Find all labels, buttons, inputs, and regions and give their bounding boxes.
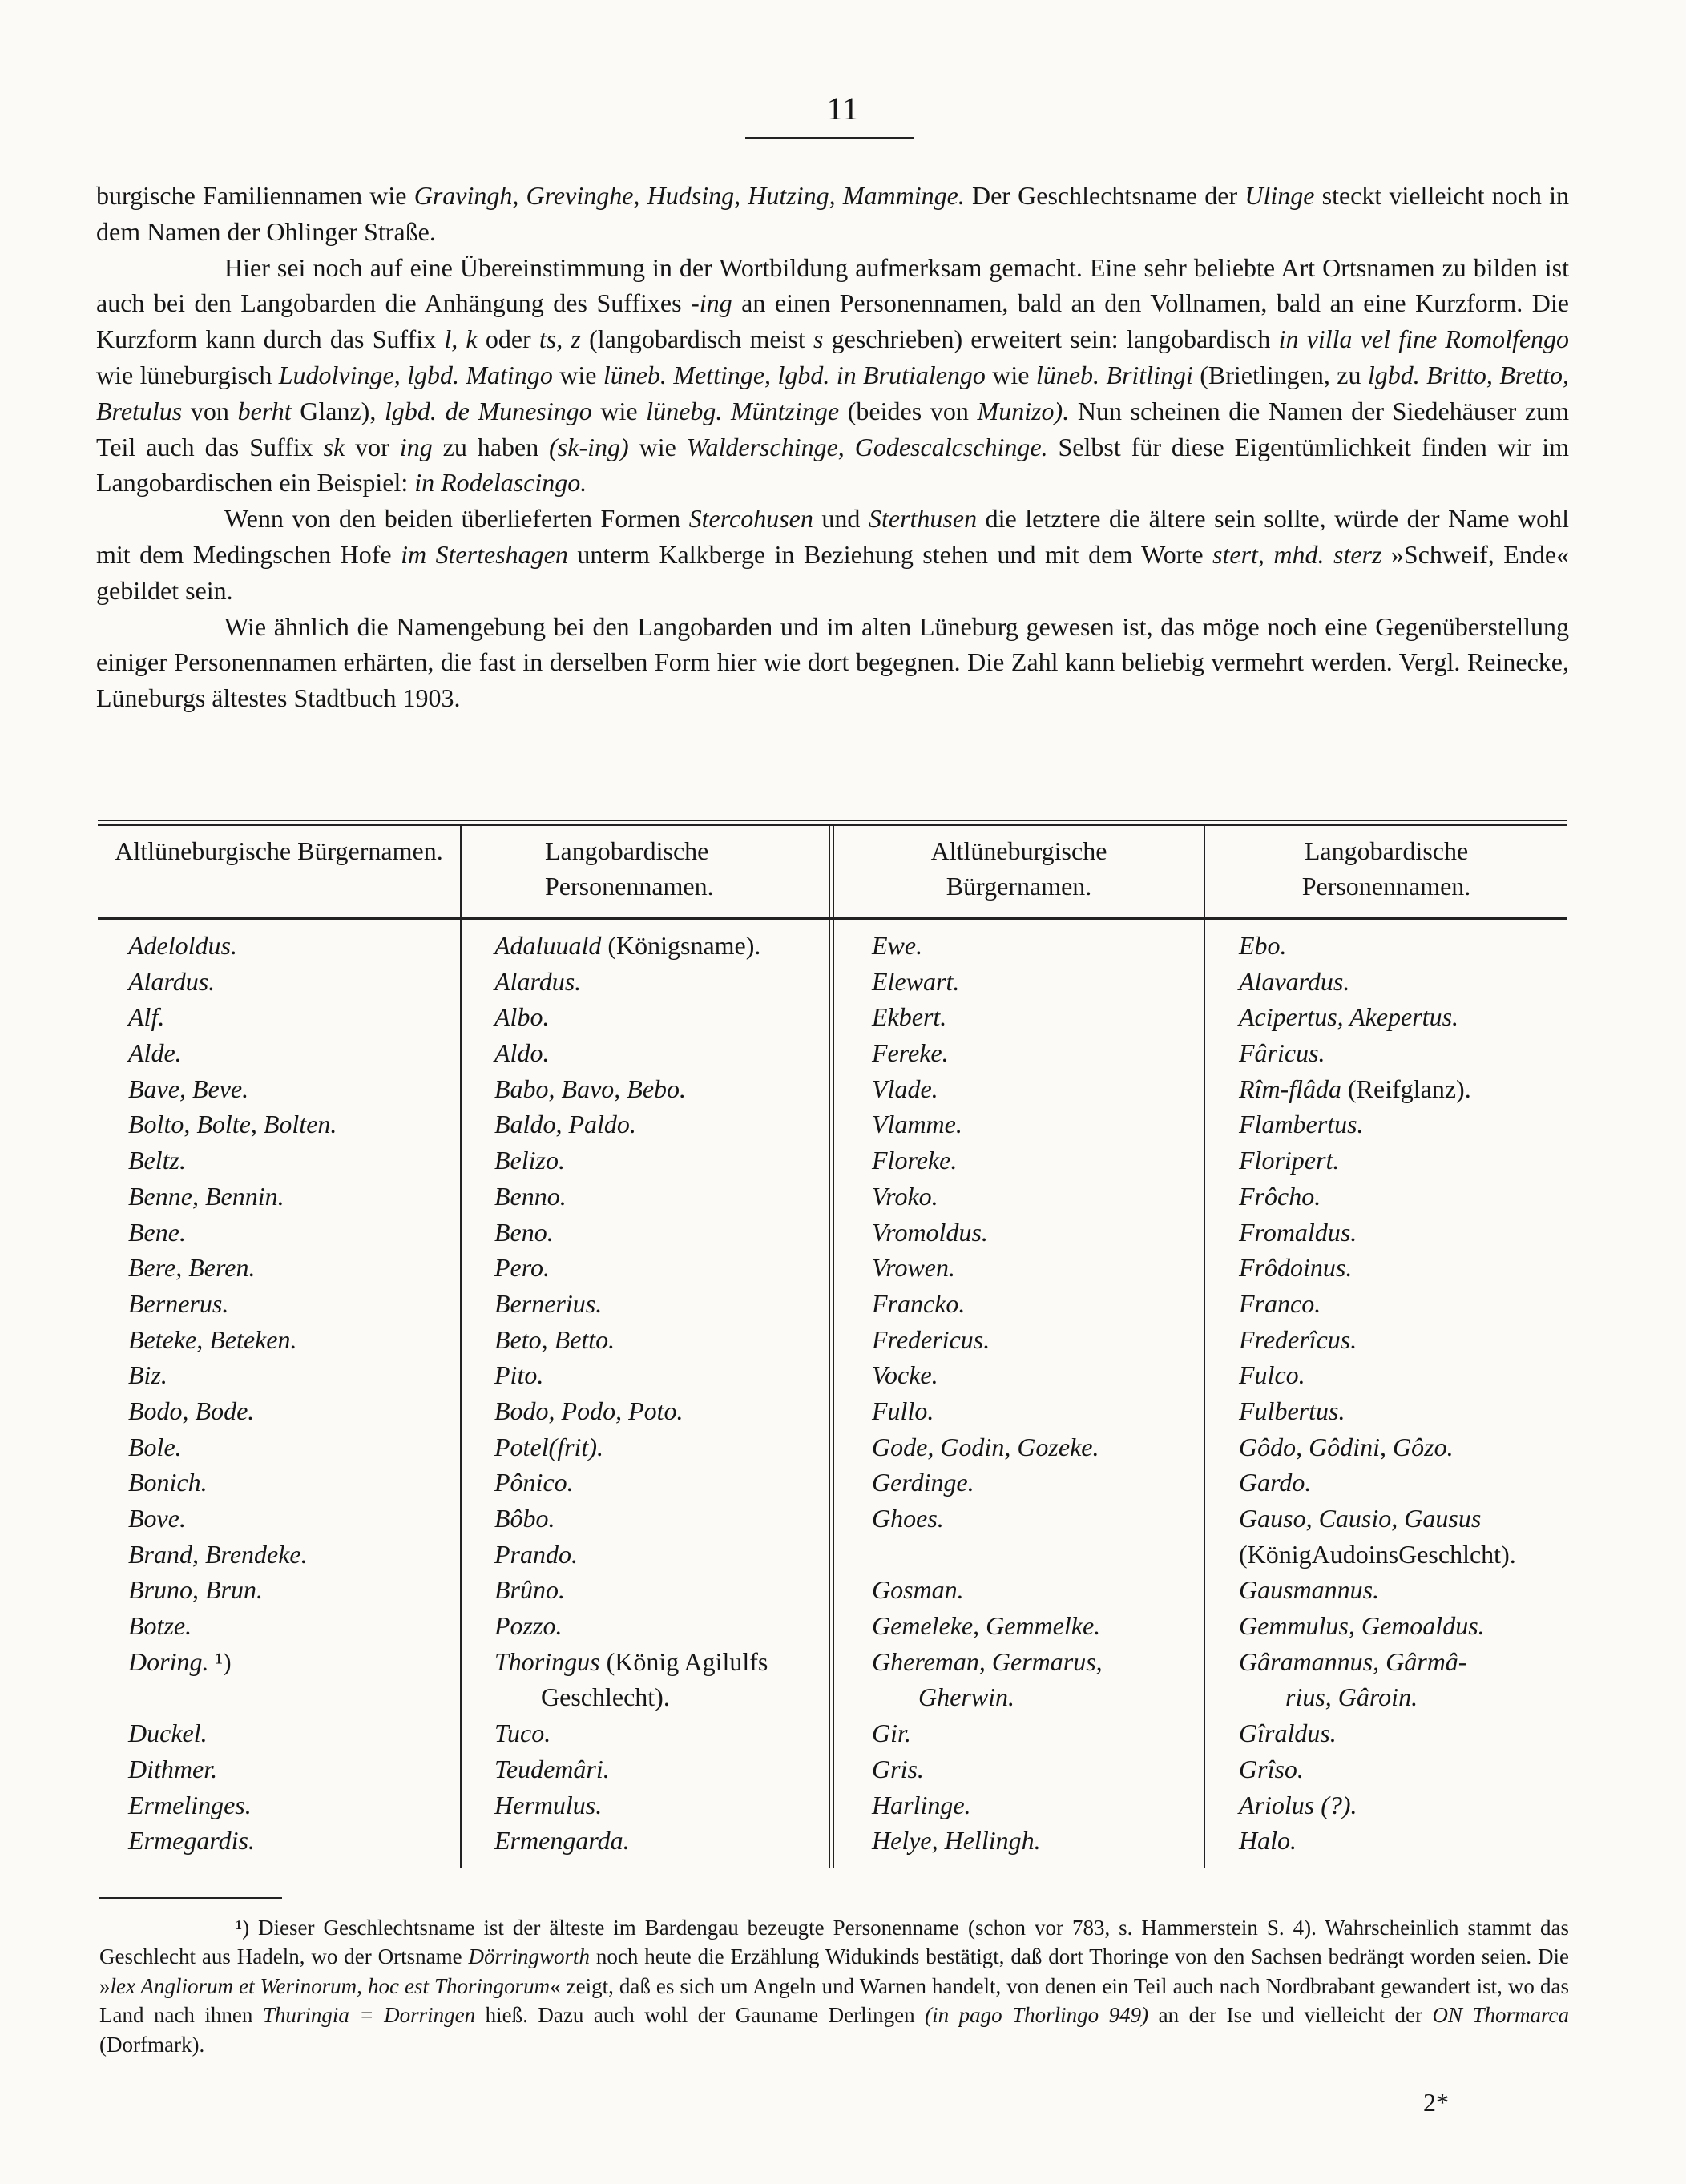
text-run: Wie ähnlich die Namengebung bei den Langobarden und im alten Lüneburg gewesen ist, das möge noch eine Gegenüberstellung einiger Personennamen erhärten, die fast in derselben Form hier wie dort begegnen. Die Zahl kann beliebig vermehrt werden. Vergl. Reinecke, Lüneburgs ältestes Stadtbuch 1903. [96,611,1569,713]
column-langobard-1 [494,928,768,1859]
table-header-rule [98,917,1567,920]
name-italic-run: Fereke. [872,1038,949,1068]
text-run: Nun scheinen die Namen der Siedehäuser zum Teil auch das Suffix [96,396,1570,461]
name-italic-run: Bôbo. [494,1504,555,1533]
table-cell [128,1679,337,1715]
text-run: hieß. Dazu auch wohl der Gauname Derlingen [475,2003,926,2028]
text-run: an einen Personennamen, bald an den Vollnamen, bald an eine Kurzform. Die Kurzform kann durch das Suffix [96,288,1570,354]
table-cell [1239,1142,1516,1179]
table-cell [494,1429,768,1465]
text-italic-run: ON Thormarca [1432,2003,1569,2028]
name-run: ¹) [215,1646,232,1676]
name-italic-run: Bove. [128,1504,186,1533]
text-run: wie [552,360,603,389]
name-italic-run: Bodo, Bode. [128,1396,255,1425]
text-italic-run: Dörringworth [468,1944,591,1969]
name-italic-run: Vlamme. [872,1110,962,1139]
text-italic-run: Ludolvinge, lgbd. Matingo [278,360,553,389]
name-italic-run: Alardus. [494,966,582,996]
name-italic-run: Ghoes. [872,1504,944,1533]
table-cell [872,1608,1103,1644]
text-italic-run: in Rodelascingo. [414,468,587,498]
table-cell [128,1071,337,1107]
name-italic-run: Beto, Betto. [494,1324,615,1354]
table-cell [494,1250,768,1286]
name-italic-run: Halo. [1239,1826,1297,1856]
table-cell [872,1142,1103,1179]
table-cell [494,1679,768,1715]
table-cell [1239,1787,1516,1823]
table-cell [872,1465,1103,1501]
text-run: ¹) Dieser Geschlechtsname ist der älteste im Bardengau bezeugte Personenname (schon vor 783, s. Hammerstein S. 4). Wahrscheinlich stammt das Geschlecht aus Hadeln, wo der Ortsname [99,1916,1569,1969]
name-italic-run: Gîraldus. [1239,1719,1337,1748]
column-header-3: Altlüneburgische Bürgernamen. [930,836,1107,901]
text-italic-run: -ing [691,288,732,318]
table-cell [872,1429,1103,1465]
text-run: und [813,504,869,534]
table-cell [494,1142,768,1179]
table-cell [494,964,768,1000]
name-italic-run: Potel(frit). [494,1432,603,1461]
text-italic-run: sk [323,432,345,461]
table-cell [494,1465,768,1501]
table-cell [128,964,337,1000]
name-italic-run: Ewe. [872,931,923,960]
table-column-divider [1204,825,1205,1868]
table-cell [494,999,768,1035]
text-run: noch heute die Erzählung Widukinds bestätigt, daß dort Thoringe von den Sachsen bedrängt worden seien. Die » [99,1944,1569,1998]
text-run: wie [985,360,1036,389]
table-cell [872,1751,1103,1787]
name-italic-run: Pônico. [494,1468,574,1497]
name-italic-run: Fullo. [872,1396,934,1425]
name-italic-run: Beno. [494,1217,554,1247]
name-italic-run: Harlinge. [872,1790,971,1819]
text-italic-run: in villa vel fine Romolfengo [1278,324,1570,354]
name-run: (Reifglanz). [1341,1074,1471,1103]
column-altlueneburg-1 [128,928,337,1859]
name-italic-run: Gemmulus, Gemoaldus. [1239,1611,1485,1641]
name-italic-run: Adeloldus. [128,931,237,960]
text-italic-run: lgbd. Britto, Bretto, Bretulus [96,360,1570,425]
name-italic-run: Ekbert. [872,1002,947,1032]
name-italic-run: Gardo. [1239,1468,1312,1497]
text-run: Hier sei noch auf eine Übereinstimmung in der Wortbildung aufmerksam gemacht. Eine sehr beliebte Art Ortsnamen zu bilden ist auch bei den Langobarden die Anhängung des Suffixes [96,252,1569,318]
name-italic-run: Beltz. [128,1146,186,1175]
text-italic-run: lünebg. Müntzinge [646,396,840,425]
table-cell [872,1537,1103,1573]
name-italic-run: Bene. [128,1217,186,1247]
text-italic-run: Stercohusen [688,504,813,534]
body-text [96,178,1569,716]
name-italic-run: Alde. [128,1038,182,1068]
table-cell [128,1215,337,1251]
text-italic-run: Thuringia = Dorringen [262,2003,476,2028]
table-cell [494,1215,768,1251]
table-cell [872,999,1103,1035]
name-italic-run: Ebo. [1239,931,1287,960]
table-cell [1239,1286,1516,1322]
table-cell [1239,1501,1516,1537]
table-cell [872,1071,1103,1107]
name-italic-run: Ariolus (?). [1239,1790,1357,1819]
text-run: zu haben [432,432,550,461]
table-cell [872,1179,1103,1215]
text-run: steckt vielleicht noch in dem Namen der Ohlinger Straße. [96,181,1570,246]
table-cell [128,1715,337,1751]
name-italic-run: Botze. [128,1611,192,1641]
table-cell [1239,1715,1516,1751]
paragraph-3 [96,501,1569,608]
table-cell [128,1823,337,1859]
name-italic-run: Fulbertus. [1239,1396,1345,1425]
name-italic-run: Gosman. [872,1575,964,1605]
text-run: oder [477,324,539,354]
name-italic-run: Thoringus [494,1646,600,1676]
table-cell [128,1286,337,1322]
name-italic-run: Bole. [128,1432,182,1461]
table-cell [872,1250,1103,1286]
table-cell [872,1393,1103,1429]
table-cell [872,1823,1103,1859]
text-italic-run: ts, z [538,324,581,354]
text-run: « zeigt, daß es sich um Angeln und Warnen handelt, von denen ein Teil auch nach Nordbrabant gewandert ist, wo das Land nach ihnen [99,1973,1569,2028]
table-cell [1239,964,1516,1000]
name-italic-run: Fromaldus. [1239,1217,1357,1247]
table-cell [494,1357,768,1393]
name-italic-run: Vromoldus. [872,1217,988,1247]
table-cell [872,964,1103,1000]
name-italic-run: Babo, Bavo, Bebo. [494,1074,687,1103]
text-run: (Dorfmark). [99,2032,205,2057]
table-cell [494,1393,768,1429]
name-italic-run: Elewart. [872,966,960,996]
table-cell [872,1644,1103,1680]
text-italic-run: Gravingh, Grevinghe, Hudsing, Hutzing, Mamminge. [413,181,965,210]
name-italic-run: Brand, Brendeke. [128,1539,308,1569]
text-italic-run: Munizo). [977,396,1070,425]
text-run: die letztere die ältere sein sollte, würde der Name wohl mit dem Medingschen Hofe [96,504,1570,569]
name-italic-run: Benno. [494,1181,567,1211]
name-italic-run: Bernerus. [128,1288,229,1318]
name-italic-run: Floreke. [872,1146,958,1175]
column-header-1: Altlüneburgische Bürgernamen. [115,836,443,865]
footnote-text [99,1913,1569,2059]
text-italic-run: l, k [444,324,478,354]
table-cell [872,1215,1103,1251]
table-cell [872,1787,1103,1823]
text-run: »Schweif, Ende« gebildet sein. [96,539,1570,605]
name-run: (Königsname). [601,931,761,960]
name-italic-run: rius, Gâroin. [1285,1682,1418,1712]
table-cell [872,1715,1103,1751]
name-italic-run: Bere, Beren. [128,1253,256,1283]
text-run: Selbst für diese Eigentümlichkeit finden wir im Langobardischen ein Beispiel: [96,432,1570,498]
table-cell [494,1322,768,1358]
name-italic-run: Bodo, Podo, Poto. [494,1396,684,1425]
name-italic-run: Frederîcus. [1239,1324,1357,1354]
name-italic-run: Gausmannus. [1239,1575,1380,1605]
table-cell [494,1751,768,1787]
text-italic-run: im Sterteshagen [401,539,568,569]
text-italic-run: berht [237,396,292,425]
name-italic-run: Vroko. [872,1181,938,1211]
name-italic-run: Biz. [128,1360,167,1390]
name-italic-run: Brûno. [494,1575,565,1605]
name-italic-run: Gherwin. [918,1682,1014,1712]
table-cell [128,1250,337,1286]
name-run: (KönigAudoinsGeschlcht). [1239,1539,1516,1569]
text-italic-run: (in pago Thorlingo 949) [925,2003,1149,2028]
table-cell [494,1106,768,1142]
name-italic-run: Ermengarda. [494,1826,630,1856]
name-italic-run: Vocke. [872,1360,938,1390]
table-cell [128,1572,337,1608]
name-italic-run: Gris. [872,1754,924,1783]
name-italic-run: Teudemâri. [494,1754,610,1783]
name-italic-run: Tuco. [494,1719,551,1748]
name-italic-run: Grîso. [1239,1754,1304,1783]
name-italic-run: Duckel. [128,1719,208,1748]
table-cell [1239,1179,1516,1215]
text-run: von [182,396,238,425]
table-cell [494,1644,768,1680]
table-cell [1239,1322,1516,1358]
name-italic-run: Alardus. [128,966,216,996]
text-italic-run: Sterthusen [868,504,978,534]
table-cell [128,1501,337,1537]
name-run: Geschlecht). [541,1682,670,1712]
page-number: 11 [826,91,860,127]
text-italic-run: ing [399,432,433,461]
column-header-2: Langobardische Personennamen. [545,836,714,901]
name-italic-run: Bruno, Brun. [128,1575,263,1605]
table-cell [1239,1215,1516,1251]
table-cell [872,1679,1103,1715]
table-cell [494,1572,768,1608]
table-cell [128,1787,337,1823]
name-italic-run: Franco. [1239,1288,1321,1318]
name-italic-run: Flambertus. [1239,1110,1364,1139]
text-italic-run: lex Angliorum et Werinorum, hoc est Thoringorum [110,1973,551,1998]
table-cell [128,1644,337,1680]
table-cell [128,999,337,1035]
name-italic-run: Gemeleke, Gemmelke. [872,1611,1101,1641]
table-cell [128,928,337,964]
table-cell [1239,1393,1516,1429]
table-cell [494,1537,768,1573]
name-italic-run: Bonich. [128,1468,208,1497]
table-cell [872,1501,1103,1537]
name-italic-run: Aldo. [494,1038,550,1068]
name-italic-run: Hermulus. [494,1790,603,1819]
table-cell [494,1715,768,1751]
table-cell [1239,1465,1516,1501]
text-italic-run: stert, mhd. sterz [1212,539,1382,569]
table-cell [128,1357,337,1393]
text-run: wie [591,396,647,425]
name-italic-run: Pero. [494,1253,551,1283]
name-italic-run: Frôcho. [1239,1181,1321,1211]
table-cell [128,1465,337,1501]
table-cell [128,1608,337,1644]
name-italic-run: Alf. [128,1002,165,1032]
text-run: Der Geschlechtsname der [964,181,1245,210]
text-run: geschrieben) erweitert sein: langobardisch [823,324,1279,354]
name-italic-run: Dithmer. [128,1754,218,1783]
table-cell [128,1393,337,1429]
name-italic-run: Bolto, Bolte, Bolten. [128,1110,337,1139]
table-cell [128,1429,337,1465]
name-italic-run: Ermegardis. [128,1826,255,1856]
table-cell [494,1286,768,1322]
name-italic-run: Gir. [872,1719,911,1748]
signature-mark: 2* [1423,2088,1449,2117]
name-italic-run: Gôdo, Gôdini, Gôzo. [1239,1432,1454,1461]
name-italic-run: Prando. [494,1539,578,1569]
table-cell [1239,1751,1516,1787]
text-italic-run: s [813,324,824,354]
name-italic-run: Fâricus. [1239,1038,1325,1068]
name-italic-run: Floripert. [1239,1146,1340,1175]
name-italic-run: Helye, Hellingh. [872,1826,1041,1856]
text-run: Glanz), [291,396,385,425]
table-cell [494,1035,768,1071]
table-cell [1239,999,1516,1035]
name-italic-run: Doring. [128,1646,216,1676]
text-run: burgische Familiennamen wie [96,181,414,210]
paragraph-2 [96,250,1569,502]
text-italic-run: Ulinge [1244,181,1315,210]
table-cell [494,1179,768,1215]
table-cell [872,1357,1103,1393]
table-cell [128,1035,337,1071]
name-italic-run: Albo. [494,1002,550,1032]
table-cell [494,1501,768,1537]
table-cell [128,1106,337,1142]
name-run: (König Agilulfs [599,1646,768,1676]
table-cell [494,1608,768,1644]
name-italic-run: Pito. [494,1360,544,1390]
table-cell [128,1322,337,1358]
table-cell [872,1035,1103,1071]
text-run: Wenn von den beiden überlieferten Formen [224,504,689,534]
table-cell [872,1286,1103,1322]
table-cell [1239,1429,1516,1465]
name-italic-run: Acipertus, Akepertus. [1239,1002,1459,1032]
name-italic-run: Rîm-flâda [1239,1074,1341,1103]
paragraph-1 [96,178,1569,250]
table-cell [872,928,1103,964]
table-cell [494,928,768,964]
table-column-divider [460,825,462,1868]
table-cell [128,1142,337,1179]
table-cell [1239,1679,1516,1715]
name-italic-run: Baldo, Paldo. [494,1110,636,1139]
table-cell [128,1751,337,1787]
table-cell [494,1787,768,1823]
name-italic-run: Benne, Bennin. [128,1181,284,1211]
name-italic-run: Frôdoinus. [1239,1253,1353,1283]
text-italic-run: (sk-ing) [549,432,629,461]
table-cell [872,1572,1103,1608]
text-italic-run: Walderschinge, Godescalcschinge. [686,432,1048,461]
text-run: (langobardisch meist [580,324,813,354]
table-cell [128,1537,337,1573]
table-cell [1239,1071,1516,1107]
text-run: wie [628,432,687,461]
table-cell [1239,1823,1516,1859]
name-italic-run: Bave, Beve. [128,1074,249,1103]
table-cell [1239,1644,1516,1680]
text-run: an der Ise und vielleicht der [1148,2003,1433,2028]
table-cell [1239,1106,1516,1142]
name-italic-run: Gauso, Causio, Gausus [1239,1504,1482,1533]
table-cell [1239,1572,1516,1608]
name-italic-run: Belizo. [494,1146,565,1175]
name-italic-run: Fredericus. [872,1324,990,1354]
name-italic-run: Gerdinge. [872,1468,974,1497]
table-cell [494,1823,768,1859]
text-run: vor [345,432,400,461]
table-cell [494,1071,768,1107]
column-langobard-2 [1239,928,1516,1859]
name-italic-run: Beteke, Beteken. [128,1324,297,1354]
table-cell [1239,1357,1516,1393]
text-run: (Brietlingen, zu [1192,360,1368,389]
name-italic-run: Ghereman, Germarus, [872,1646,1103,1676]
name-italic-run: Bernerius. [494,1288,603,1318]
header-rule [745,137,914,139]
table-cell [1239,1250,1516,1286]
table-cell [872,1106,1103,1142]
text-italic-run: lgbd. de Munesingo [385,396,592,425]
name-italic-run: Francko. [872,1288,966,1318]
table-double-divider [829,825,834,1868]
text-italic-run: lüneb. Britlingi [1035,360,1193,389]
name-italic-run: Vlade. [872,1074,938,1103]
column-altlueneburg-2 [872,928,1103,1859]
column-header-4: Langobardische Personennamen. [1301,836,1471,901]
name-italic-run: Pozzo. [494,1611,563,1641]
name-italic-run: Gâramannus, Gârmâ- [1239,1646,1467,1676]
table-cell [1239,928,1516,964]
name-italic-run: Ermelinges. [128,1790,252,1819]
text-run: (beides von [839,396,978,425]
footnote [99,1913,1569,2059]
name-italic-run: Alavardus. [1239,966,1350,996]
name-italic-run: Vrowen. [872,1253,955,1283]
table-cell [1239,1035,1516,1071]
table-cell [128,1179,337,1215]
footnote-rule [99,1897,282,1899]
text-run: wie lüneburgisch [96,360,279,389]
name-italic-run: Adaluuald [494,931,602,960]
name-italic-run: Gode, Godin, Gozeke. [872,1432,1099,1461]
text-run: unterm Kalkberge in Beziehung stehen und mit dem Worte [567,539,1213,569]
table-cell [872,1322,1103,1358]
table-cell [1239,1537,1516,1573]
name-italic-run: Fulco. [1239,1360,1305,1390]
table-cell [1239,1608,1516,1644]
text-italic-run: lüneb. Mettinge, lgbd. in Brutialengo [603,360,986,389]
paragraph-4 [96,609,1569,716]
